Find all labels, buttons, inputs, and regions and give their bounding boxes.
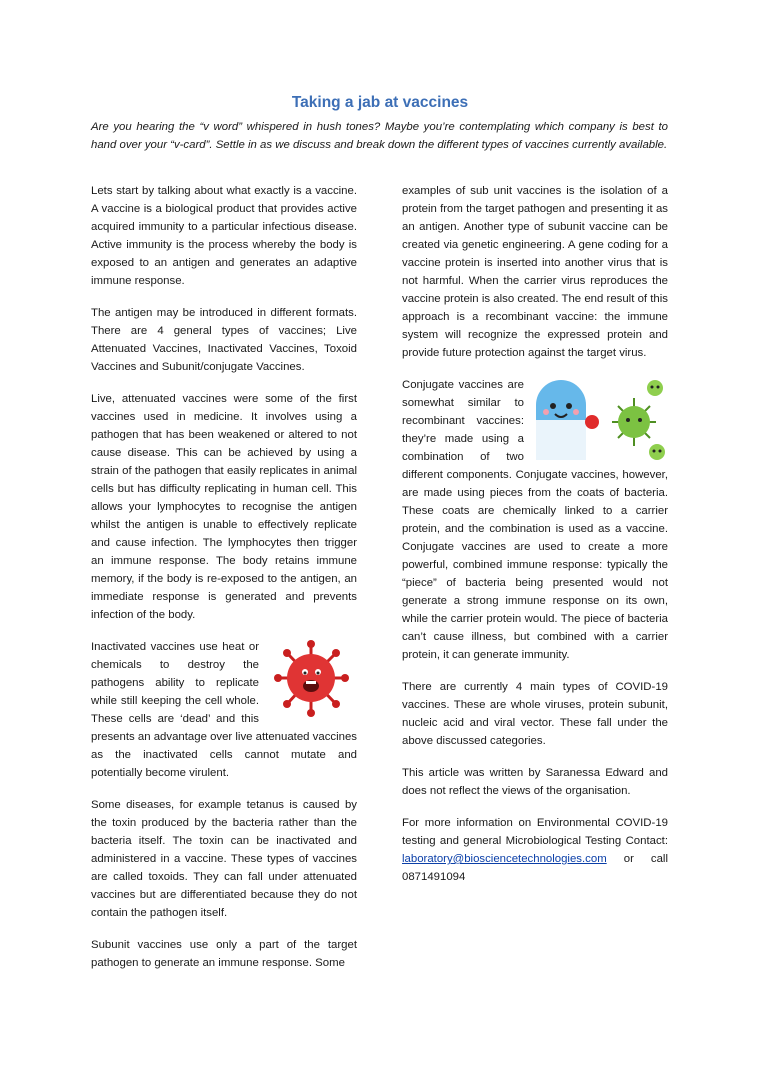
germ-cluster-icon — [612, 380, 665, 460]
paragraph-covid-vaccines: There are currently 4 main types of COVID-19 vaccines. These are whole viruses, protein subunit, nucleic acid and viral vector. These fall under the above discussed categories. — [402, 681, 668, 747]
article-intro: Are you hearing the “v word” whispered in hush tones? Maybe you’re contemplating which company is best to hand over your “v-card”. Settle in as we discuss and break down the different types of vaccines currently available. — [91, 121, 668, 151]
paragraph-author: This article was written by Saranessa Edward and does not reflect the views of the organisation. — [402, 767, 668, 797]
paragraph-vaccine-definition: Lets start by talking about what exactly is a vaccine. A vaccine is a biological product that provides active acquired immunity to a particular infectious disease. Active immunity is the process whereby the body is exposed to an antigen and generates an adaptive immune response. — [91, 185, 357, 287]
left-column — [91, 182, 357, 986]
paragraph-toxoid: Some diseases, for example tetanus is caused by the toxin produced by the bacteria rather than the bacteria itself. The toxin can be inactivated and administered in a vaccine. These types of vaccines are called toxoids. They can fall under attenuated vaccines but are differentiated because they do not contain the pathogen itself. — [91, 799, 357, 919]
paragraph-inactivated: Inactivated vaccines use heat or chemicals to destroy the pathogens ability to replicate while still keeping the cell whole. These cells are ‘dead’ and this presents an advantage over live attenuated vaccines as the inactivated cells cannot mutate and potentially become virulent. — [91, 638, 357, 782]
paragraph-subunit-continued: examples of sub unit vaccines is the isolation of a protein from the target pathogen and presenting it as an antigen. Another type of subunit vaccine can be created via genetic engineering. A gene coding for a vaccine protein is inserted into another virus that is not harmful. When the carrier virus reproduces the vaccine protein is also created. The end result of this approach is a recombinant vaccine: the immune system will recognize the expressed protein and provide future protection against the target virus. — [402, 185, 668, 359]
paragraph-subunit-start: Subunit vaccines use only a part of the target pathogen to generate an immune response. Some — [91, 939, 357, 969]
virus-cartoon-icon — [265, 638, 357, 718]
contact-text: For more information on Environmental COVID-19 testing and general Microbiological Testing Contact: — [402, 817, 668, 847]
paragraph-vaccine-types: The antigen may be introduced in different formats. There are 4 general types of vaccines; Live Attenuated Vaccines, Inactivated Vaccines, Toxoid Vaccines and Subunit/conjugate Vaccines. — [91, 307, 357, 373]
right-column — [402, 182, 668, 900]
vaccine-vial-icon — [528, 376, 668, 464]
paragraph-contact — [402, 814, 668, 886]
contact-phone: or call 0871491094 — [402, 853, 668, 883]
paragraph-live-attenuated: Live, attenuated vaccines were some of the first vaccines used in medicine. It involves using a pathogen that has been weakened or altered to not cause disease. This can be achieved by using a strain of the pathogen that easily replicates in animal cells but has difficulty replicating in human cell. This allows your lymphocytes to recognise the antigen whilst the antigen is unable to effectively replicate and cause infection. The lymphocytes then trigger an immune response. The body retains immune memory, if the body is re-exposed to the antigen, an immediate response is generated and prevents infection of the body. — [91, 393, 357, 621]
paragraph-conjugate: Conjugate vaccines are somewhat similar to recombinant vaccines: they’re made using a combination of two different components. Conjugate vaccines, however, are made using pieces from the coats of bacteria. These coats are chemically linked to a carrier protein, and the combination is used as a vaccine. Conjugate vaccines are used to create a more powerful, combined immune response: typically the “piece” of bacteria being presented would not generate a strong immune response on its own, while the carrier protein would. The piece of bacteria can’t cause illness, but combined with a carrier protein, it can generate immunity. — [402, 376, 668, 664]
contact-email-link[interactable]: laboratory@biosciencetechnologies.com — [402, 853, 607, 865]
article-title: Taking a jab at vaccines — [291, 94, 469, 111]
